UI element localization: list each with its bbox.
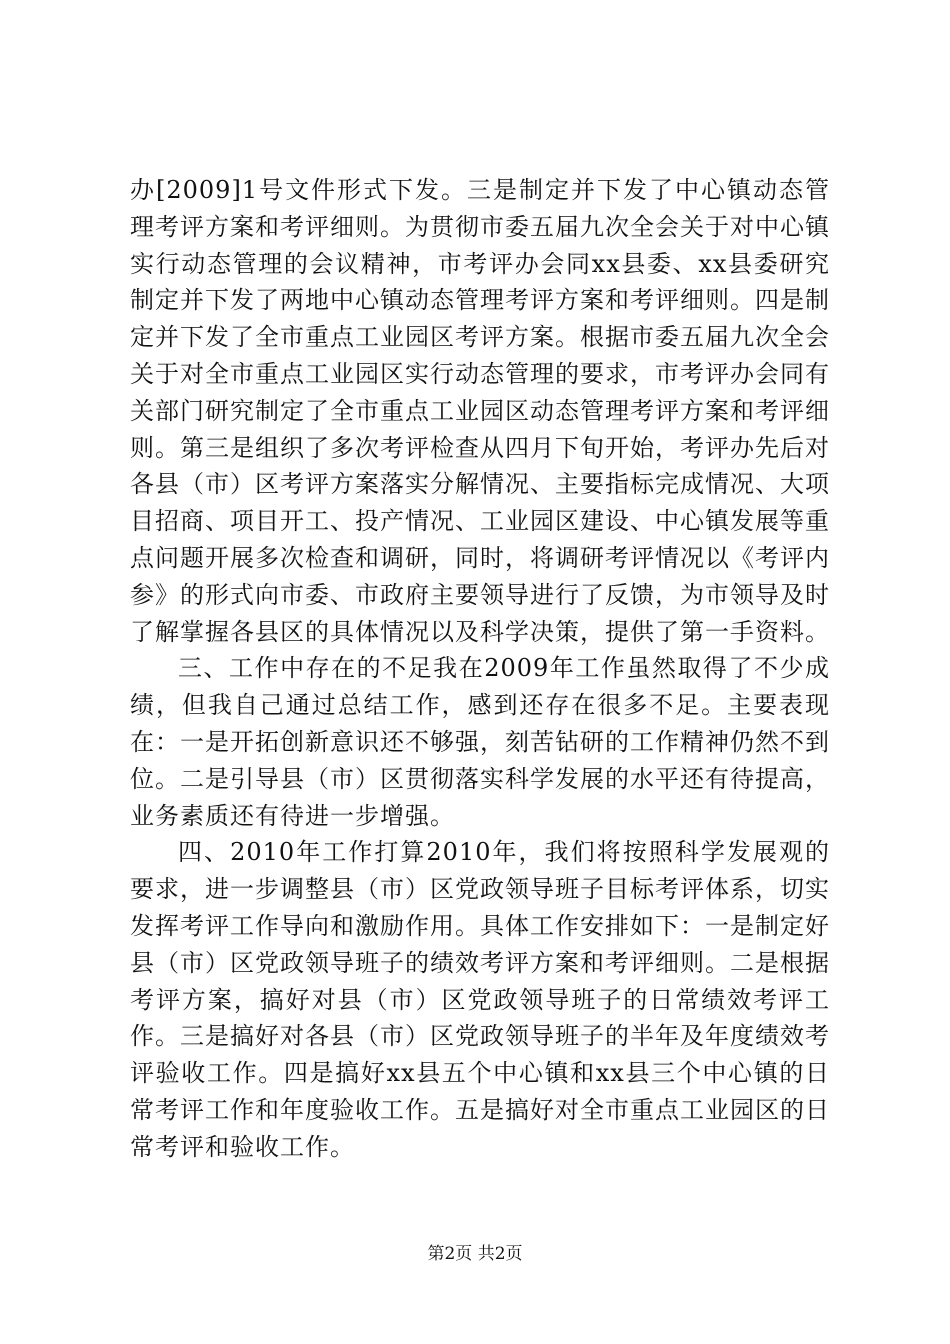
page-footer: 第2页 共2页 — [427, 1244, 523, 1264]
paragraph-section-three: 三、工作中存在的不足我在2009年工作虽然取得了不少成绩，但我自己通过总结工作，感到还存在很多不足。主要表现在：一是开拓创新意识还不够强，刻苦钻研的工作精神仍然不到位。二是引导县（市）区贯彻落实科学发展的水平还有待提高，业务素质还有待进一步增强。 — [130, 654, 830, 830]
document-body — [130, 172, 830, 1166]
paragraph-continuation: 办[2009]1号文件形式下发。三是制定并下发了中心镇动态管理考评方案和考评细则。为贯彻市委五届九次全会关于对中心镇实行动态管理的会议精神，市考评办会同xx县委、xx县委研究制定并下发了两地中心镇动态管理考评方案和考评细则。四是制定并下发了全市重点工业园区考评方案。根据市委五届九次全会关于对全市重点工业园区实行动态管理的要求，市考评办会同有关部门研究制定了全市重点工业园区动态管理考评方案和考评细则。第三是组织了多次考评检查从四月下旬开始，考评办先后对各县（市）区考评方案落实分解情况、主要指标完成情况、大项目招商、项目开工、投产情况、工业园区建设、中心镇发展等重点问题开展多次检查和调研，同时，将调研考评情况以《考评内参》的形式向市委、市政府主要领导进行了反馈，为市领导及时了解掌握各县区的具体情况以及科学决策，提供了第一手资料。 — [130, 176, 830, 646]
paragraph-section-four: 四、2010年工作打算2010年，我们将按照科学发展观的要求，进一步调整县（市）区党政领导班子目标考评体系，切实发挥考评工作导向和激励作用。具体工作安排如下：一是制定好县（市）区党政领导班子的绩效考评方案和考评细则。二是根据考评方案，搞好对县（市）区党政领导班子的日常绩效考评工作。三是搞好对各县（市）区党政领导班子的半年及年度绩效考评验收工作。四是搞好xx县五个中心镇和xx县三个中心镇的日常考评工作和年度验收工作。五是搞好对全市重点工业园区的日常考评和验收工作。 — [130, 838, 830, 1161]
